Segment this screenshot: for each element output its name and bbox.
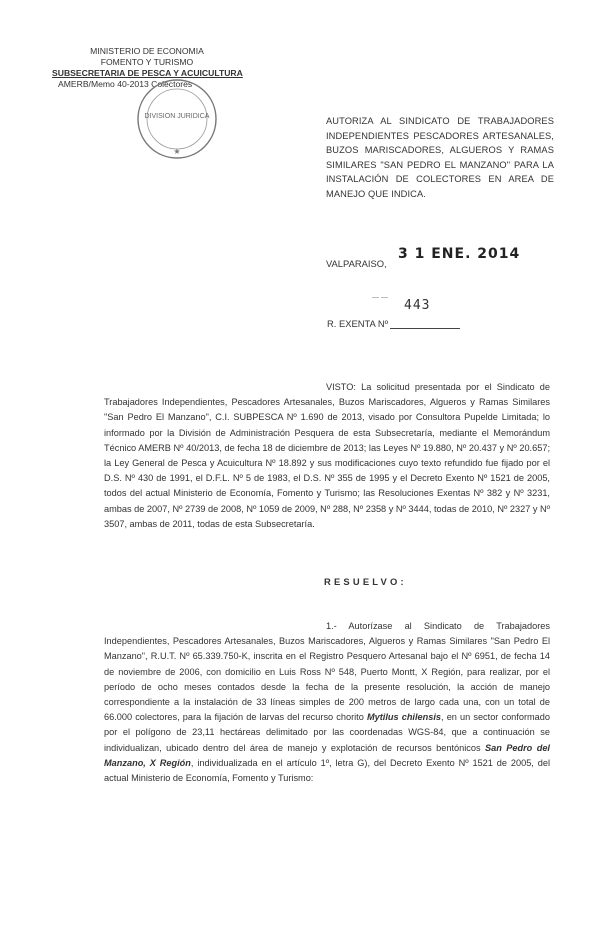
article-1-paragraph [104, 619, 550, 786]
art1-text-a: 1.- Autorízase al Sindicato de Trabajadores Independientes, Pescadores Artesanales, Buzos Mariscadores, Algueros y Ramas Similares "San Pedro El Manzano", R.U.T. Nº 65.339.750-K, inscrita en el Registro Pesquero Artesanal bajo el Nº 6951, de fecha 14 de noviembre de 2006, con domicilio en Luis Ross Nº 548, Puerto Montt, X Región, para realizar, por el período de ocho meses contados desde la fecha de la presente resolución, la acción de manejo correspondiente a la instalación de 33 líneas simples de 200 metros de largo cada una, con un total de 66.000 colectores, para la fijación de larvas del recurso chorito [104, 621, 550, 723]
resolution-title: AUTORIZA AL SINDICATO DE TRABAJADORES INDEPENDIENTES PESCADORES ARTESANALES, BUZOS MARISCADORES, ALGUEROS Y RAMAS SIMILARES "SAN PEDRO EL MANZANO" PARA LA INSTALACIÓN DE COLECTORES EN AREA DE MANEJO QUE INDICA. [326, 116, 554, 199]
visto-paragraph: VISTO: La solicitud presentada por el Sindicato de Trabajadores Independientes, Pescadores Artesanales, Buzos Mariscadores, Algueros y Ramas Similares "San Pedro El Manzano", C.I. SUBPESCA Nº 1.690 de 2013, visado por Consultora Pupelde Limitada; lo informado por la División de Administración Pesquera de esta Subsecretaría, mediante el Memorándum Técnico AMERB Nº 40/2013, de fecha 18 de diciembre de 2013; las Leyes Nº 19.880, Nº 20.437 y Nº 20.657; la Ley General de Pesca y Acuicultura Nº 18.892 y sus modificaciones cuyo texto refundido fue fijado por el D.S. Nº 430 de 1991, el D.F.L. Nº 5 de 1983, el D.S. Nº 355 de 1995 y el Decreto Exento Nº 1521 de 2005, todos del actual Ministerio de Economía, Fomento y Turismo; las Resoluciones Exentas Nº 382 y Nº 3231, ambas de 2007, Nº 2739 de 2008, Nº 1059 de 2009, Nº 288, Nº 2358 y Nº 3444, todas de 2010, Nº 2327 y Nº 3507, ambas de 2011, todas de esta Subsecretaría. [104, 382, 550, 529]
number-underline [390, 328, 460, 329]
reference-line: AMERB/Memo 40-2013 Colectores [58, 79, 193, 89]
date-stamp: 3 1 ENE. 2014 [398, 246, 521, 262]
art1-text-c: , individualizada en el artículo 1º, letra G), del Decreto Exento Nº 1521 de 2005, del actual Ministerio de Economía, Fomento y Turismo: [104, 757, 550, 784]
resolution-number: 443 [404, 298, 431, 313]
species-name: Mytilus chilensis [366, 712, 442, 723]
subsecretaria-line: SUBSECRETARIA DE PESCA Y ACUICULTURA [52, 68, 243, 78]
ministry-line-2: FOMENTO Y TURISMO [100, 57, 194, 67]
stamp-text: DIVISION JURIDICA [144, 113, 210, 120]
resolution-label: R. EXENTA Nº [327, 318, 389, 329]
ministry-line: MINISTERIO DE ECONOMIA [90, 46, 204, 56]
mark: — — [372, 294, 388, 301]
place-label: VALPARAISO, [326, 258, 387, 269]
resuelvo-heading: RESUELVO: [324, 576, 407, 587]
division-stamp-icon [134, 76, 220, 162]
svg-text:★: ★ [173, 147, 181, 156]
area-name: San Pedro del Manzano, X Región [104, 742, 550, 768]
art1-text-b: , en un sector conformado por el polígono de 23,11 hectáreas delimitado por las coordenadas WGS-84, que a continuación se individualizan, ubicado dentro del área de manejo y explotación de recursos bentónicos [104, 712, 550, 753]
